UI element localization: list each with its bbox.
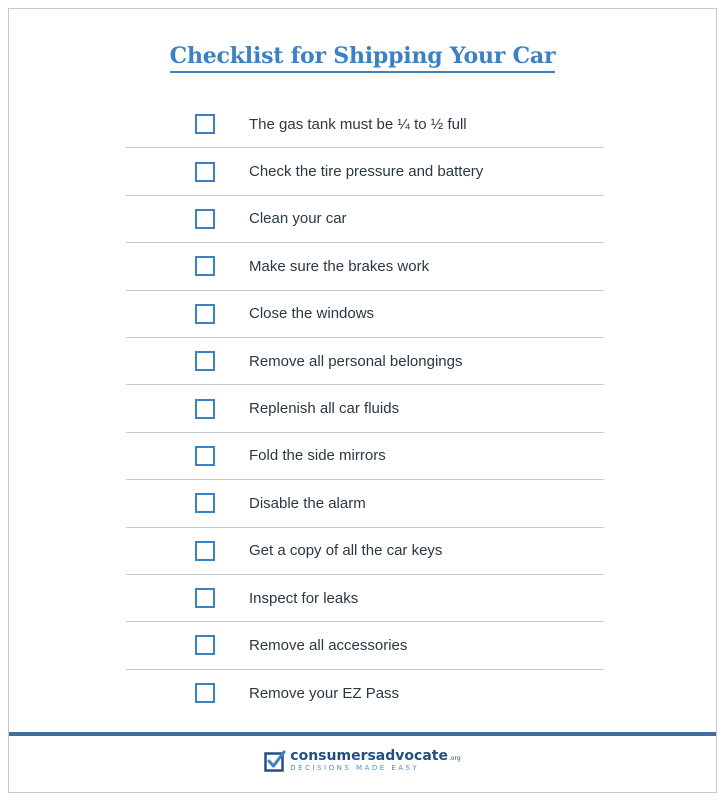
- checklist-item: [126, 622, 604, 669]
- checklist-item-label: Disable the alarm: [249, 494, 366, 512]
- checklist-item-label: Make sure the brakes work: [249, 257, 430, 275]
- checklist-item-label: Get a copy of all the car keys: [249, 542, 443, 560]
- checkbox[interactable]: [195, 493, 215, 513]
- checklist-card: [8, 8, 717, 793]
- checklist-item: [126, 528, 604, 575]
- checklist: [126, 101, 604, 717]
- brand-logo[interactable]: [9, 749, 716, 772]
- brand-name: consumersadvocate.org: [290, 748, 461, 764]
- checklist-item: [126, 243, 604, 290]
- checklist-item: [126, 385, 604, 432]
- checkbox[interactable]: [195, 446, 215, 466]
- checklist-item-label: Remove your EZ Pass: [249, 684, 400, 702]
- checklist-item: [126, 101, 604, 148]
- title-text: Checklist for Shipping Your Car: [170, 43, 556, 73]
- checkbox[interactable]: [195, 588, 215, 608]
- checklist-item-label: Clean your car: [249, 210, 347, 228]
- checklist-item-label: Close the windows: [249, 305, 375, 323]
- checklist-item-label: Replenish all car fluids: [249, 400, 400, 418]
- checklist-item-label: Inspect for leaks: [249, 589, 359, 607]
- checklist-item: [126, 670, 604, 717]
- checkbox[interactable]: [195, 304, 215, 324]
- checklist-item-label: Fold the side mirrors: [249, 447, 386, 465]
- checkbox[interactable]: [195, 683, 215, 703]
- checklist-item-label: Check the tire pressure and battery: [249, 163, 484, 181]
- checkbox[interactable]: [195, 541, 215, 561]
- checklist-item: [126, 338, 604, 385]
- checklist-item: [126, 480, 604, 527]
- checklist-item: [126, 148, 604, 195]
- checkbox[interactable]: [195, 635, 215, 655]
- checkbox[interactable]: [195, 162, 215, 182]
- checklist-item-label: Remove all personal belongings: [249, 352, 463, 370]
- checkbox[interactable]: [195, 351, 215, 371]
- checkbox[interactable]: [195, 399, 215, 419]
- footer-divider: [9, 732, 716, 736]
- checkbox-check-icon: [264, 750, 286, 772]
- checklist-item-label: Remove all accessories: [249, 636, 408, 654]
- checklist-item-label: The gas tank must be ¼ to ½ full: [249, 115, 467, 133]
- page-title: [9, 43, 716, 73]
- checklist-item: [126, 196, 604, 243]
- logo-text: [290, 749, 460, 772]
- checkbox[interactable]: [195, 114, 215, 134]
- checkbox[interactable]: [195, 256, 215, 276]
- brand-tagline: DECISIONS MADE EASY: [290, 764, 420, 772]
- checklist-item: [126, 433, 604, 480]
- checklist-item: [126, 575, 604, 622]
- checkbox[interactable]: [195, 209, 215, 229]
- brand-suffix: .org: [448, 755, 461, 762]
- checklist-item: [126, 291, 604, 338]
